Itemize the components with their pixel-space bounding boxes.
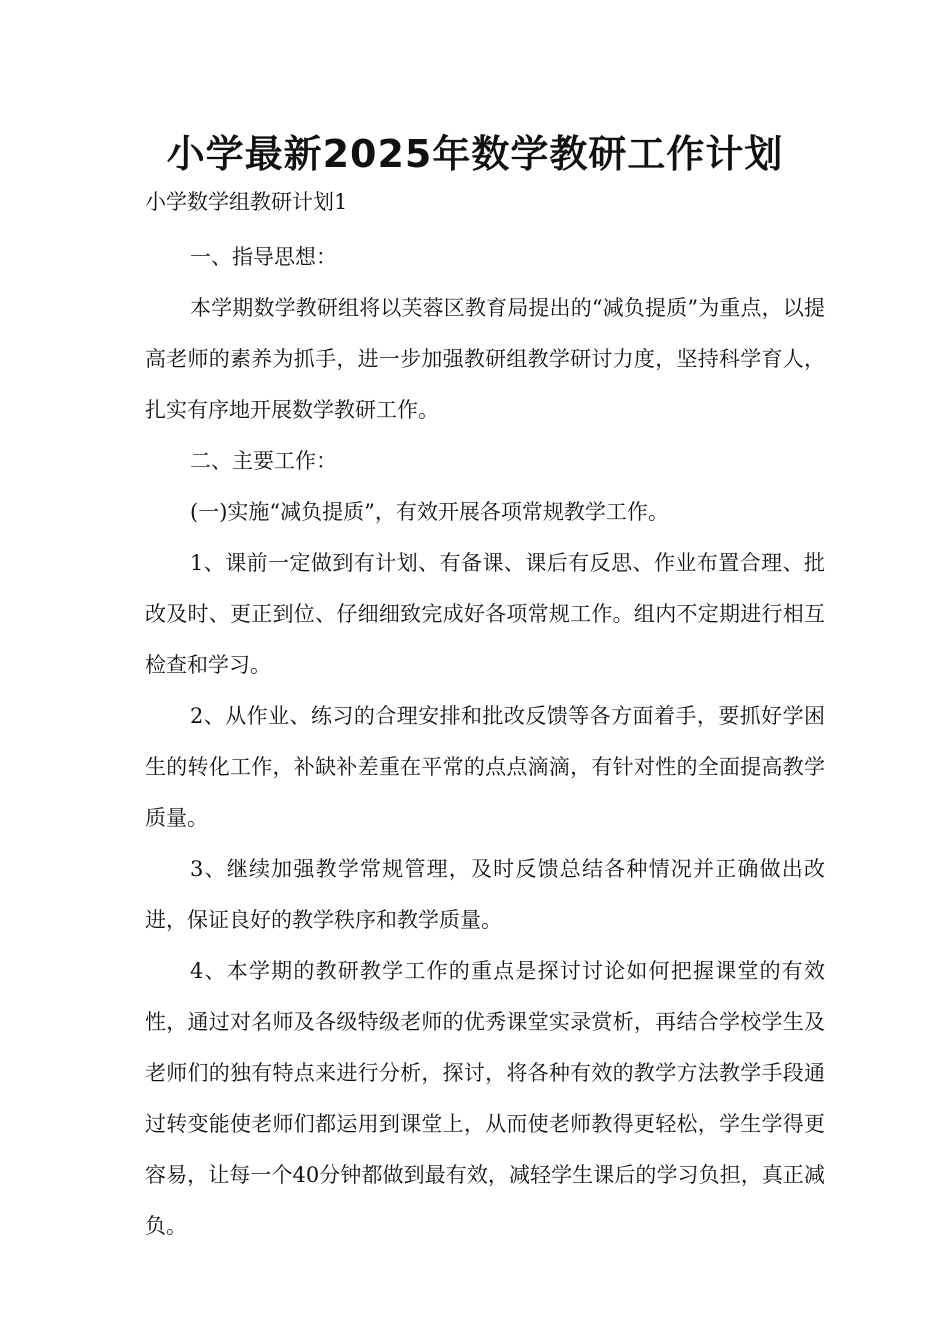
- paragraph-item-2: 2、从作业、练习的合理安排和批改反馈等各方面着手，要抓好学困生的转化工作，补缺补差重在平常的点点滴滴，有针对性的全面提高教学质量。: [145, 704, 825, 830]
- document-subtitle: 小学数学组教研计划1: [145, 190, 348, 214]
- section-heading-main-work: 二、主要工作：: [190, 449, 337, 473]
- section-heading-guiding-thought: 一、指导思想：: [190, 245, 337, 269]
- paragraph-item-3: 3、继续加强教学常规管理，及时反馈总结各种情况并正确做出改进，保证良好的教学秩序和教学质量。: [145, 857, 825, 932]
- paragraph-item-4: 4、本学期的教研教学工作的重点是探讨讨论如何把握课堂的有效性，通过对名师及各级特级老师的优秀课堂实录赏析，再结合学校学生及老师们的独有特点来进行分析，探讨，将各种有效的教学方法教学手段通过转变能使老师们都运用到课堂上，从而使老师教得更轻松，学生学得更容易，让每一个40分钟都做到最有效，减轻学生课后的学习负担，真正减负。: [145, 959, 825, 1238]
- paragraph-guiding-thought: 本学期数学教研组将以芙蓉区教育局提出的“减负提质”为重点，以提高老师的素养为抓手，进一步加强教研组教学研讨力度，坚持科学育人，扎实有序地开展数学教研工作。: [145, 296, 825, 422]
- document-body: [145, 232, 825, 1252]
- document-title: 小学最新2025年数学教研工作计划: [166, 132, 784, 176]
- paragraph-item-1: 1、课前一定做到有计划、有备课、课后有反思、作业布置合理、批改及时、更正到位、仔细细致完成好各项常规工作。组内不定期进行相互检查和学习。: [145, 551, 825, 677]
- subsection-heading-1: (一)实施“减负提质”，有效开展各项常规教学工作。: [190, 500, 669, 524]
